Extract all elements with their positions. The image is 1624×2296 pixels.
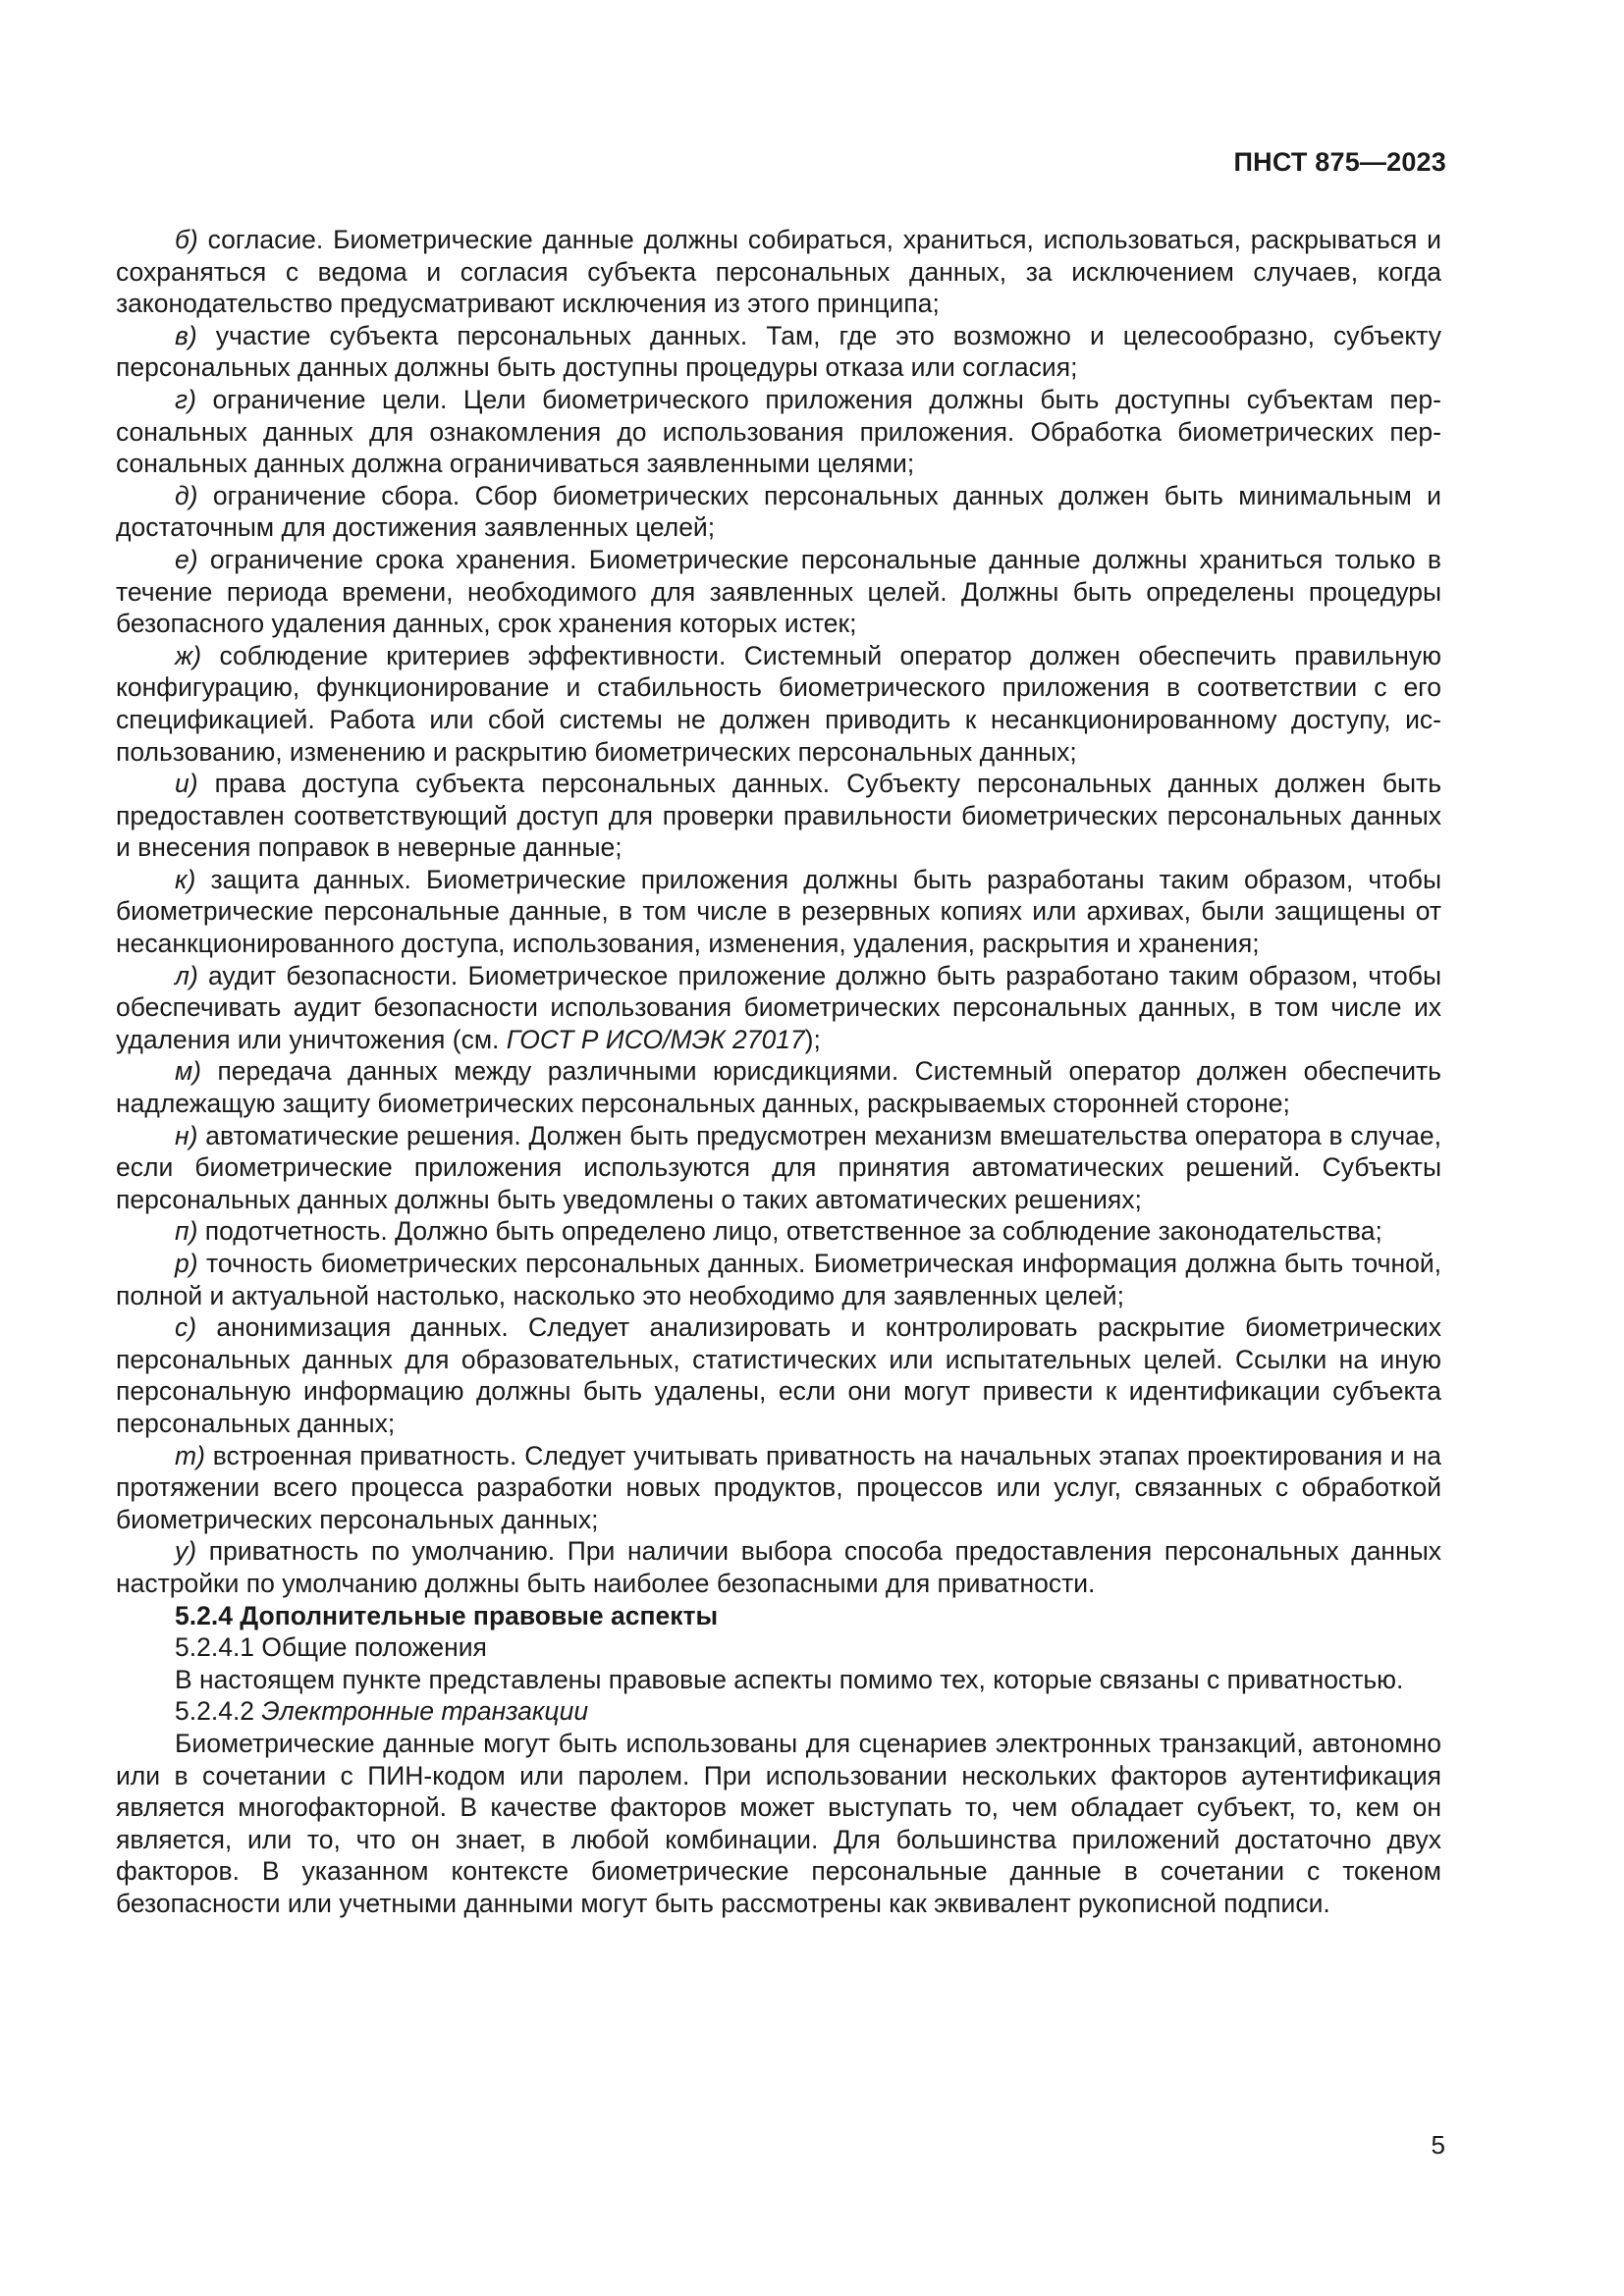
list-marker: п)	[175, 1216, 198, 1247]
list-marker: в)	[175, 320, 197, 350]
list-item-text: анонимизация данных. Следует анализировать и контролировать раскрытие биометрических персональных данных для образовательных, статистических или испытательных целей. Ссылки на иную персональную информацию должны быть удалены, если они могут привести к идентификации субъекта персональных данных;	[116, 1312, 1441, 1438]
list-item-l	[116, 960, 1441, 1056]
list-item-p	[116, 1215, 1441, 1248]
list-item-text: приватность по умолчанию. При наличии выбора способа предоставления персональных данных настройки по умолчанию должны быть наиболее безопасными для приватности.	[116, 1536, 1441, 1598]
list-item-i	[116, 768, 1441, 864]
list-item-zh	[116, 640, 1441, 768]
subsection-text: В настоящем пункте представлены правовые аспекты помимо тех, которые связаны с приватностью.	[175, 1664, 1404, 1694]
list-item-text: передача данных между различными юрисдикциями. Системный оператор должен обеспечить надлежащую защиту биометрических персональных данных, раскрываемых сторонней стороне;	[116, 1056, 1441, 1119]
list-item-text: ограничение сбора. Сбор биометрических персональных данных должен быть минимальным и достаточным для достижения заявленных целей;	[116, 480, 1441, 543]
list-item-text: права доступа субъекта персональных данных. Субъекту персональных данных должен быть предоставлен соответствующий доступ для проверки правильности биометрических персональных данных и внесения поправок в неверные данные;	[116, 769, 1441, 863]
subsection-text-electronic: Биометрические данные могут быть использованы для сценариев электронных транзакций, автономно или в сочетании с ПИН-кодом или паролем. При использовании нескольких факторов аутентификация является многофакторной. В качестве факторов может выступать то, чем обладает субъект, то, кем он является, или то, что он знает, в любой комбинации. Для большинства приложений достаточно двух факторов. В указанном контексте биометрические персональные данные в сочетании с токеном безопасности или учетными данными могут быть рассмотрены как эквивалент рукописной подписи.	[116, 1728, 1441, 1918]
list-item-text: защита данных. Биометрические приложения должны быть разработаны таким образом, чтобы биометрические персональные данные, в том числе в резервных копиях или архивах, были защищены от несанкционированного доступа, использования, изменения, удаления, раскрытия и хранения;	[116, 864, 1441, 959]
list-item-d	[116, 480, 1441, 544]
page-body	[116, 224, 1441, 1919]
list-item-g	[116, 384, 1441, 480]
list-item-b	[116, 224, 1441, 320]
list-marker: л)	[175, 960, 198, 990]
list-marker: г)	[175, 384, 196, 414]
list-item-text: ограничение цели. Цели биометрического приложения должны быть доступны субъектам персональных данных для ознакомления до использования приложения. Обработка биометрических персональных данных должна ограничиваться заявленными целями;	[116, 384, 1441, 479]
list-item-text: соблюдение критериев эффективности. Системный оператор должен обеспечить правильную конфигурацию, функционирование и стабильность биометрического приложения в соответствии с его спецификацией. Работа или сбой системы не должен приводить к несанкционированному доступу, использованию, изменению и раскрытию биометрических персональных данных;	[116, 640, 1441, 767]
list-item-t	[116, 1440, 1441, 1536]
list-item-text: согласие. Биометрические данные должны собираться, храниться, использоваться, раскрываться и сохраняться с ведома и согласия субъекта персональных данных, за исключением случаев, когда законодательство предусматривают исключения из этого принципа;	[116, 225, 1441, 319]
list-item-text: точность биометрических персональных данных. Биометрическая информация должна быть точной, полной и актуальной настолько, насколько это необходимо для заявленных целей;	[116, 1249, 1441, 1310]
list-marker: м)	[175, 1056, 201, 1087]
list-marker: у)	[175, 1536, 197, 1567]
list-marker: р)	[175, 1249, 198, 1278]
list-item-u	[116, 1535, 1441, 1599]
list-item-s	[116, 1311, 1441, 1439]
list-item-n	[116, 1120, 1441, 1216]
list-item-m	[116, 1055, 1441, 1119]
section-heading: 5.2.4 Дополнительные правовые аспекты	[175, 1600, 719, 1630]
list-item-e	[116, 544, 1441, 640]
list-item-v	[116, 320, 1441, 384]
list-item-text: ограничение срока хранения. Биометрические персональные данные должны храниться только в течение периода времени, необходимого для заявленных целей. Должны быть определены процедуры безопасного удаления данных, срок хранения которых истек;	[116, 544, 1441, 639]
document-code: ПНСТ 875—2023	[1233, 147, 1446, 177]
list-marker: с)	[175, 1312, 197, 1343]
list-marker: н)	[175, 1120, 198, 1150]
list-item-text: аудит безопасности. Биометрическое приложение должно быть разработано таким образом, чтобы обеспечивать аудит безопасности использования биометрических персональных данных, в том числе их удаления или уничтожения (см.	[116, 960, 1441, 1054]
list-marker: д)	[175, 480, 198, 510]
page-number: 5	[1431, 2130, 1445, 2160]
subsection-number: 5.2.4.2	[175, 1696, 255, 1727]
list-marker: к)	[175, 864, 196, 894]
standard-reference: ГОСТ Р ИСО/МЭК 27017	[506, 1024, 805, 1054]
subsection-title-text: Электронные транзакции	[261, 1696, 589, 1727]
list-item-text: автоматические решения. Должен быть предусмотрен механизм вмешательства оператора в случае, если биометрические приложения используются для принятия автоматических решений. Субъекты персональных данных должны быть уведомлены о таких автоматических решениях;	[116, 1120, 1441, 1214]
list-marker: и)	[175, 769, 198, 799]
subsection-title: 5.2.4.1 Общие положения	[175, 1632, 487, 1663]
list-marker: е)	[175, 544, 198, 574]
list-item-text-tail: );	[804, 1024, 821, 1054]
list-marker: ж)	[175, 640, 202, 670]
list-marker: б)	[175, 225, 198, 254]
list-item-text: участие субъекта персональных данных. Там, где это возможно и целесообразно, субъекту персональных данных должны быть доступны процедуры отказа или согласия;	[116, 320, 1441, 383]
list-marker: т)	[175, 1440, 205, 1470]
list-item-text: встроенная приватность. Следует учитывать приватность на начальных этапах проектирования и на протяжении всего процесса разработки новых продуктов, процессов или услуг, связанных с обработкой биометрических персональных данных;	[116, 1440, 1441, 1534]
list-item-k	[116, 864, 1441, 960]
list-item-text: подотчетность. Должно быть определено лицо, ответственное за соблюдение законодательства;	[204, 1216, 1382, 1247]
subsection-title-electronic	[116, 1695, 1441, 1728]
list-item-r	[116, 1248, 1441, 1311]
